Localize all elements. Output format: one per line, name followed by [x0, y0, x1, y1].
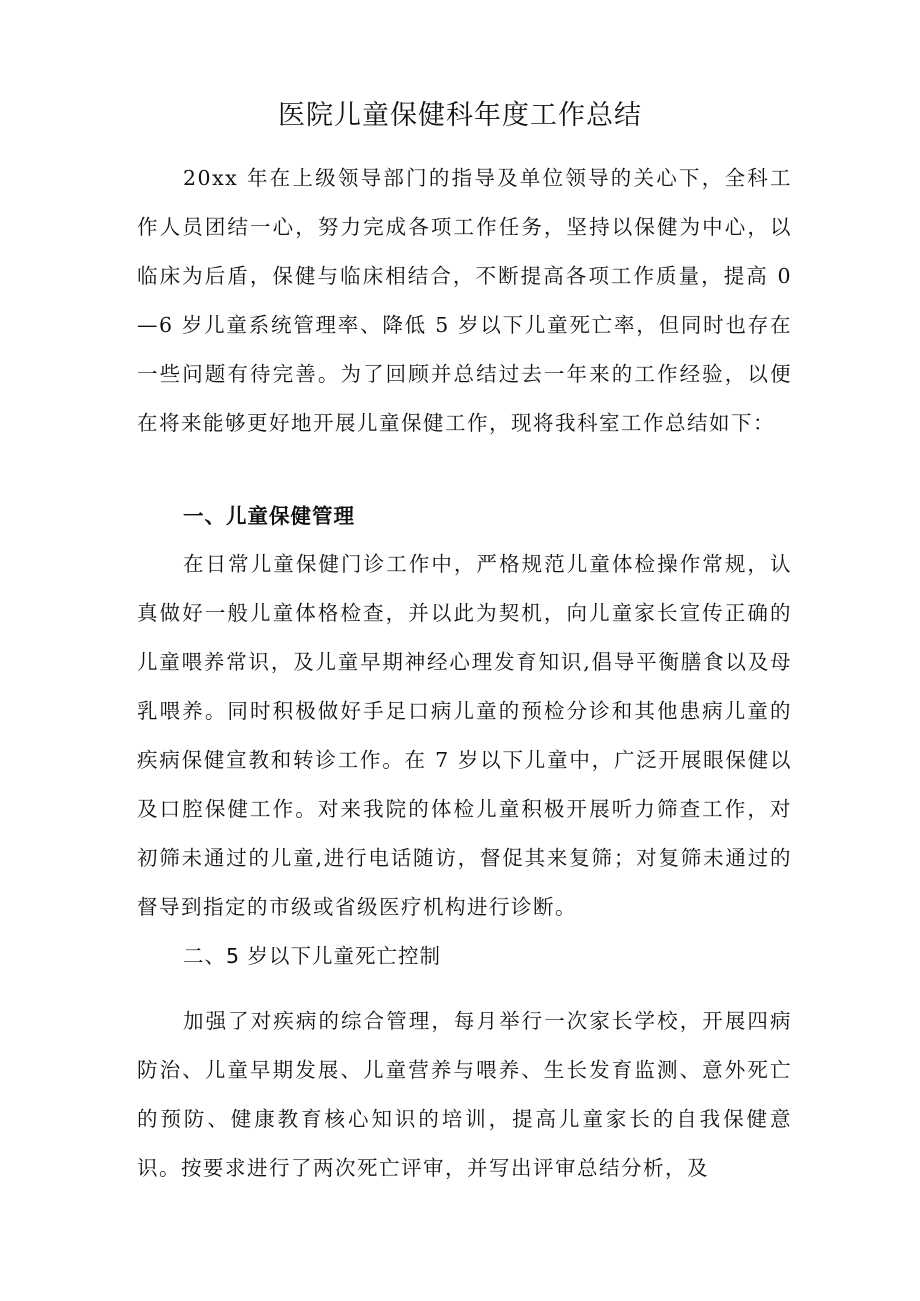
document-title: 医院儿童保健科年度工作总结 [278, 100, 642, 131]
intro-paragraph: 20xx 年在上级领导部门的指导及单位领导的关心下，全科工作人员团结一心，努力完成各项工作任务，坚持以保健为中心，以临床为后盾，保健与临床相结合，不断提高各项工作质量，提高 0—6 岁儿童系统管理率、降低 5 岁以下儿童死亡率，但同时也存在一些问题有待完善。为了回顾并总结过去一年来的工作经验，以便在将来能够更好地开展儿童保健工作，现将我科室工作总结如下： [137, 166, 792, 435]
section-heading-under5-mortality-control: 二、5 岁以下儿童死亡控制 [183, 944, 442, 968]
section-paragraph-under5-mortality-control: 加强了对疾病的综合管理，每月举行一次家长学校，开展四病防治、儿童早期发展、儿童营养与喂养、生长发育监测、意外死亡的预防、健康教育核心知识的培训，提高儿童家长的自我保健意识。按要求进行了两次死亡评审，并写出评审总结分析，及 [137, 1009, 792, 1180]
section-paragraph-child-health-management: 在日常儿童保健门诊工作中，严格规范儿童体检操作常规，认真做好一般儿童体格检查，并以此为契机，向儿童家长宣传正确的儿童喂养常识，及儿童早期神经心理发育知识,倡导平衡膳食以及母乳喂养。同时积极做好手足口病儿童的预检分诊和其他患病儿童的疾病保健宣教和转诊工作。在 7 岁以下儿童中，广泛开展眼保健以及口腔保健工作。对来我院的体检儿童积极开展听力筛查工作，对初筛未通过的儿童,进行电话随访，督促其来复筛；对复筛未通过的督导到指定的市级或省级医疗机构进行诊断。 [137, 552, 792, 919]
section-heading-child-health-management: 一、儿童保健管理 [183, 504, 355, 528]
